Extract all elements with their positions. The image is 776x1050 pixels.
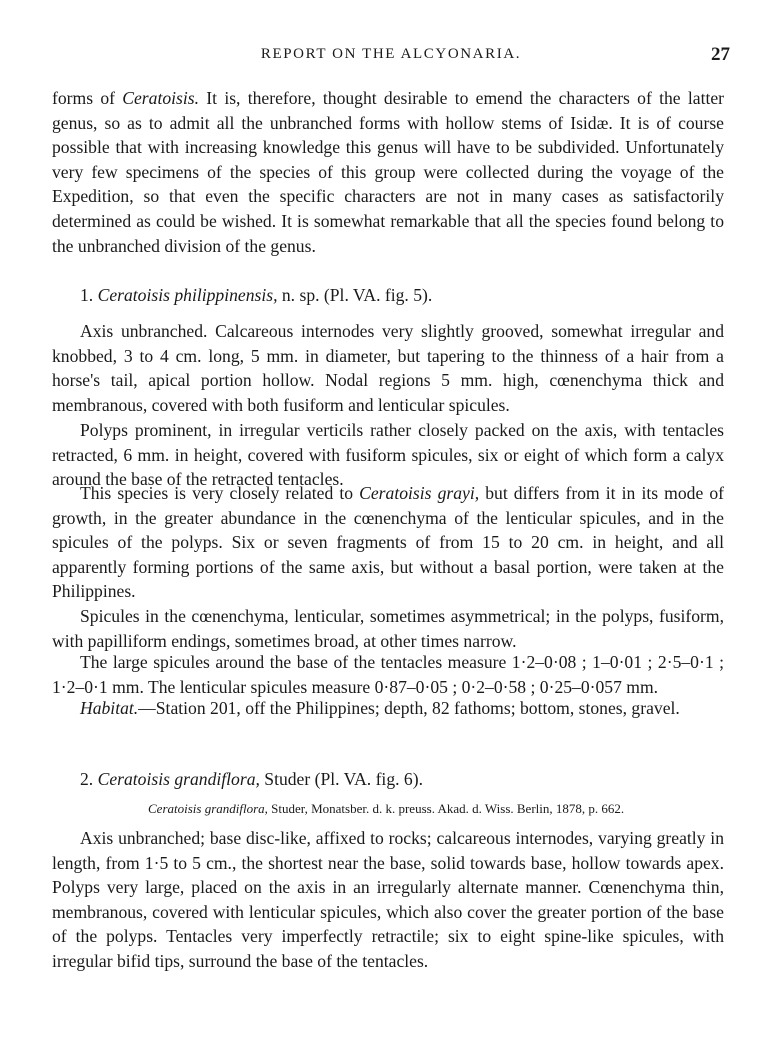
species-2-heading [80, 767, 423, 791]
species-1-name: Ceratoisis philippinensis, [97, 285, 278, 305]
reference-italic: Ceratoisis grandiflora, [148, 801, 268, 816]
species-2-name: Ceratoisis grandiflora, [97, 769, 260, 789]
species-1-suffix: n. sp. (Pl. VA. fig. 5). [277, 285, 433, 305]
species-1-relation-a: This species is very closely related to [80, 483, 360, 503]
species-1-number: 1. [80, 285, 94, 305]
species-1-relation-italic: Ceratoisis grayi, [359, 483, 480, 503]
species-2-description: Axis unbranched; base disc-like, affixed to rocks; calcareous internodes, varying greatly in length, from 1·5 to 5 cm., the shortest near the base, solid towards base, hollow towards apex. Polyps very large, placed on the axis in an irregularly alternate manner. Cœnenchyma thin, membranous, covered with lenticular spicules, which also cover the greater portion of the base of the polyps. Tentacles very imperfectly retractile; six to eight spine-like spicules, with irregular bifid tips, surround the base of the tentacles. [52, 828, 724, 971]
species-1-description: Axis unbranched. Calcareous internodes very slightly grooved, somewhat irregular and knobbed, 3 to 4 cm. long, 5 mm. in diameter, but tapering to the thinness of a hair from a horse's tail, apical portion hollow. Nodal regions 5 mm. high, cœnenchyma thick and membranous, covered with both fusiform and lenticular spicules. [52, 321, 724, 415]
species-1-measurements: The large spicules around the base of the tentacles measure 1·2–0·08 ; 1–0·01 ; 2·5–0·1 ; 1·2–0·1 mm. The lenticular spicules measure 0·87–0·05 ; 0·2–0·58 ; 0·25–0·057 mm. [52, 652, 724, 697]
species-2-number: 2. [80, 769, 94, 789]
habitat-text: —Station 201, off the Philippines; depth, 82 fathoms; bottom, stones, gravel. [138, 698, 680, 718]
reference-text: Studer, Monatsber. d. k. preuss. Akad. d. Wiss. Berlin, 1878, p. 662. [267, 801, 625, 816]
page-number: 27 [711, 44, 730, 65]
species-1-spicules: Spicules in the cœnenchyma, lenticular, sometimes asymmetrical; in the polyps, fusiform, with papilliform endings, sometimes broad, at other times narrow. [52, 606, 724, 651]
intro-body: It is, therefore, thought desirable to emend the characters of the latter genus, so as to admit all the unbranched forms with hollow stems of Isidæ. It is of course possible that with increasing knowledge this genus will have to be subdivided. Unfortunately very few specimens of the species of this group were collected during the voyage of the Expedition, so that even the specific characters are not in many cases as satisfactorily determined as could be wished. It is somewhat remarkable that all the species found belong to the unbranched division of the genus. [52, 88, 725, 256]
species-2-suffix: Studer (Pl. VA. fig. 6). [259, 769, 423, 789]
species-1-heading [80, 283, 432, 307]
species-1-relation [52, 481, 724, 604]
intro-genus: Ceratoisis. [122, 88, 200, 108]
species-1-relation-b: but differs from it in its mode of growth, in the greater abundance in the cœnenchyma of the lenticular spicules, and in the spicules of the polyps. Six or seven fragments of from 15 to 20 cm. in height, and all apparently forming portions of the same axis, but without a basal portion, were taken at the Philippines. [52, 483, 725, 602]
species-1-polyps: Polyps prominent, in irregular verticils rather closely packed on the axis, with tentacles retracted, 6 mm. in height, covered with fusiform spicules, six or eight of which form a calyx around the base of the retracted tentacles. [52, 420, 724, 490]
running-title: REPORT ON THE ALCYONARIA. [260, 46, 522, 62]
species-1-habitat [52, 696, 724, 721]
running-head [52, 44, 730, 68]
habitat-label: Habitat. [80, 698, 139, 718]
intro-lead: forms of [52, 88, 123, 108]
species-2-reference [148, 800, 688, 818]
intro-paragraph [52, 86, 724, 258]
